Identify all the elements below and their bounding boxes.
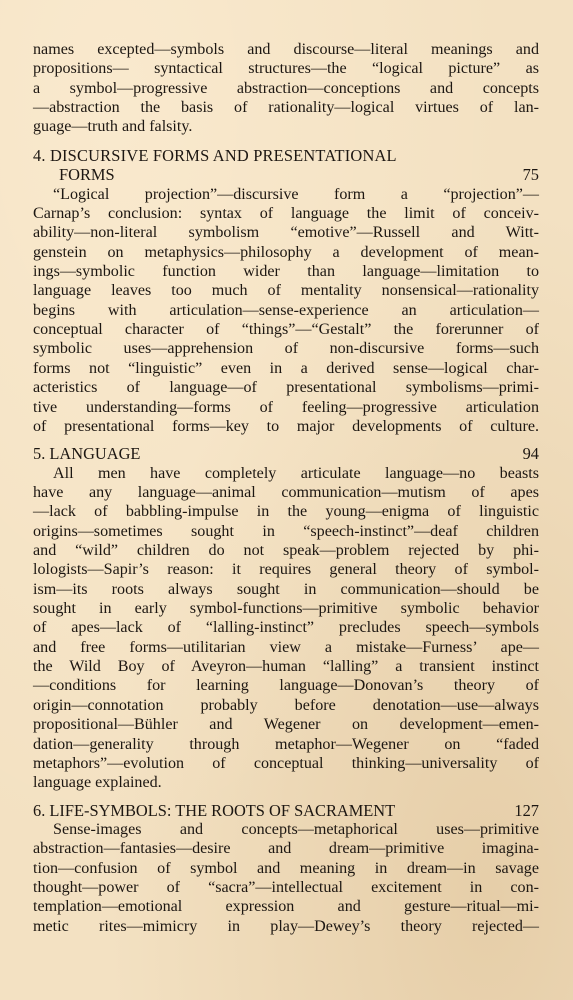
section-4-heading: [33, 146, 539, 185]
text-line: the Wild Boy of Aveyron—human “lalling” a transient instinct: [33, 658, 539, 676]
text-line: genstein on metaphysics—philosophy a development of mean-: [33, 243, 539, 261]
text-line: conceptual character of “things”—“Gestalt” the forerunner of: [33, 321, 539, 339]
text-line: of apes—lack of “lalling-instinct” precludes speech—symbols: [33, 619, 539, 637]
text-line: tion—confusion of symbol and meaning in dream—in savage: [33, 859, 539, 877]
section-title: 5. LANGUAGE: [33, 444, 141, 464]
section-title: 6. LIFE-SYMBOLS: THE ROOTS OF SACRAMENT: [33, 800, 396, 820]
section-4-summary: [33, 185, 539, 436]
section-title: 4. DISCURSIVE FORMS AND PRESENTATIONAL: [33, 145, 397, 165]
text-line: propositional—Bühler and Wegener on development—emen-: [33, 716, 539, 734]
text-line: dation—generality through metaphor—Wegener on “faded: [33, 735, 539, 753]
section-5-heading: [33, 444, 539, 464]
text-line: symbolic uses—apprehension of non-discursive forms—such: [33, 340, 539, 358]
intro-paragraph: [33, 40, 539, 137]
text-line: —abstraction the basis of rationality—logical virtues of lan-: [33, 99, 539, 117]
section-6-summary: [33, 820, 539, 936]
text-line: ability—non-literal symbolism “emotive”—Russell and Witt-: [33, 224, 539, 242]
text-line: begins with articulation—sense-experience an articulation—: [33, 301, 539, 319]
section-title-continued: FORMS: [59, 165, 115, 185]
text-line: ings—symbolic function wider than language—limitation to: [33, 263, 539, 281]
text-line: origins—sometimes sought in “speech-instinct”—deaf children: [33, 522, 539, 540]
text-line: —conditions for learning language—Donovan’s theory of: [33, 677, 539, 695]
page-number: 75: [522, 165, 539, 185]
text-line: a symbol—progressive abstraction—conceptions and concepts: [33, 79, 539, 97]
text-line: Sense-images and concepts—metaphorical uses—primitive: [53, 821, 539, 839]
page-number: 127: [514, 800, 539, 820]
text-line: thought—power of “sacra”—intellectual excitement in con-: [33, 879, 539, 897]
text-line: sought in early symbol-functions—primitive symbolic behavior: [33, 600, 539, 618]
text-line: templation—emotional expression and gesture—ritual—mi-: [33, 898, 539, 916]
text-line: forms not “linguistic” even in a derived sense—logical char-: [33, 359, 539, 377]
text-line: guage—truth and falsity.: [33, 118, 193, 136]
text-line: and “wild” children do not speak—problem rejected by phi-: [33, 542, 539, 560]
text-line: propositions— syntactical structures—the “logical picture” as: [33, 60, 539, 78]
text-line: ism—its roots always sought in communication—should be: [33, 580, 539, 598]
text-line: names excepted—symbols and discourse—literal meanings and: [33, 41, 539, 58]
text-line: and free forms—utilitarian view a mistake—Furness’ ape—: [33, 638, 539, 656]
book-page: [33, 40, 539, 936]
text-line: acteristics of language—of presentational symbolisms—primi-: [33, 379, 539, 397]
text-line: origin—connotation probably before denotation—use—always: [33, 696, 539, 714]
text-line: metic rites—mimicry in play—Dewey’s theory rejected—: [33, 917, 539, 935]
text-line: of presentational forms—key to major developments of culture.: [33, 417, 539, 435]
section-5-summary: [33, 464, 539, 793]
text-line: lologists—Sapir’s reason: it requires general theory of symbol-: [33, 561, 539, 579]
text-line: abstraction—fantasies—desire and dream—primitive imagina-: [33, 840, 539, 858]
text-line: have any language—animal communication—mutism of apes: [33, 484, 539, 502]
section-6-heading: [33, 801, 539, 821]
text-line: tive understanding—forms of feeling—progressive articulation: [33, 398, 539, 416]
page-number: 94: [522, 444, 539, 464]
text-line: language leaves too much of mentality nonsensical—rationality: [33, 282, 539, 300]
text-line: All men have completely articulate language—no beasts: [53, 464, 539, 482]
text-line: “Logical projection”—discursive form a “projection”—: [53, 185, 539, 203]
text-line: language explained.: [33, 774, 162, 792]
text-line: —lack of babbling-impulse in the young—enigma of linguistic: [33, 503, 539, 521]
text-line: Carnap’s conclusion: syntax of language the limit of conceiv-: [33, 205, 539, 223]
text-line: metaphors”—evolution of conceptual thinking—universality of: [33, 754, 539, 772]
